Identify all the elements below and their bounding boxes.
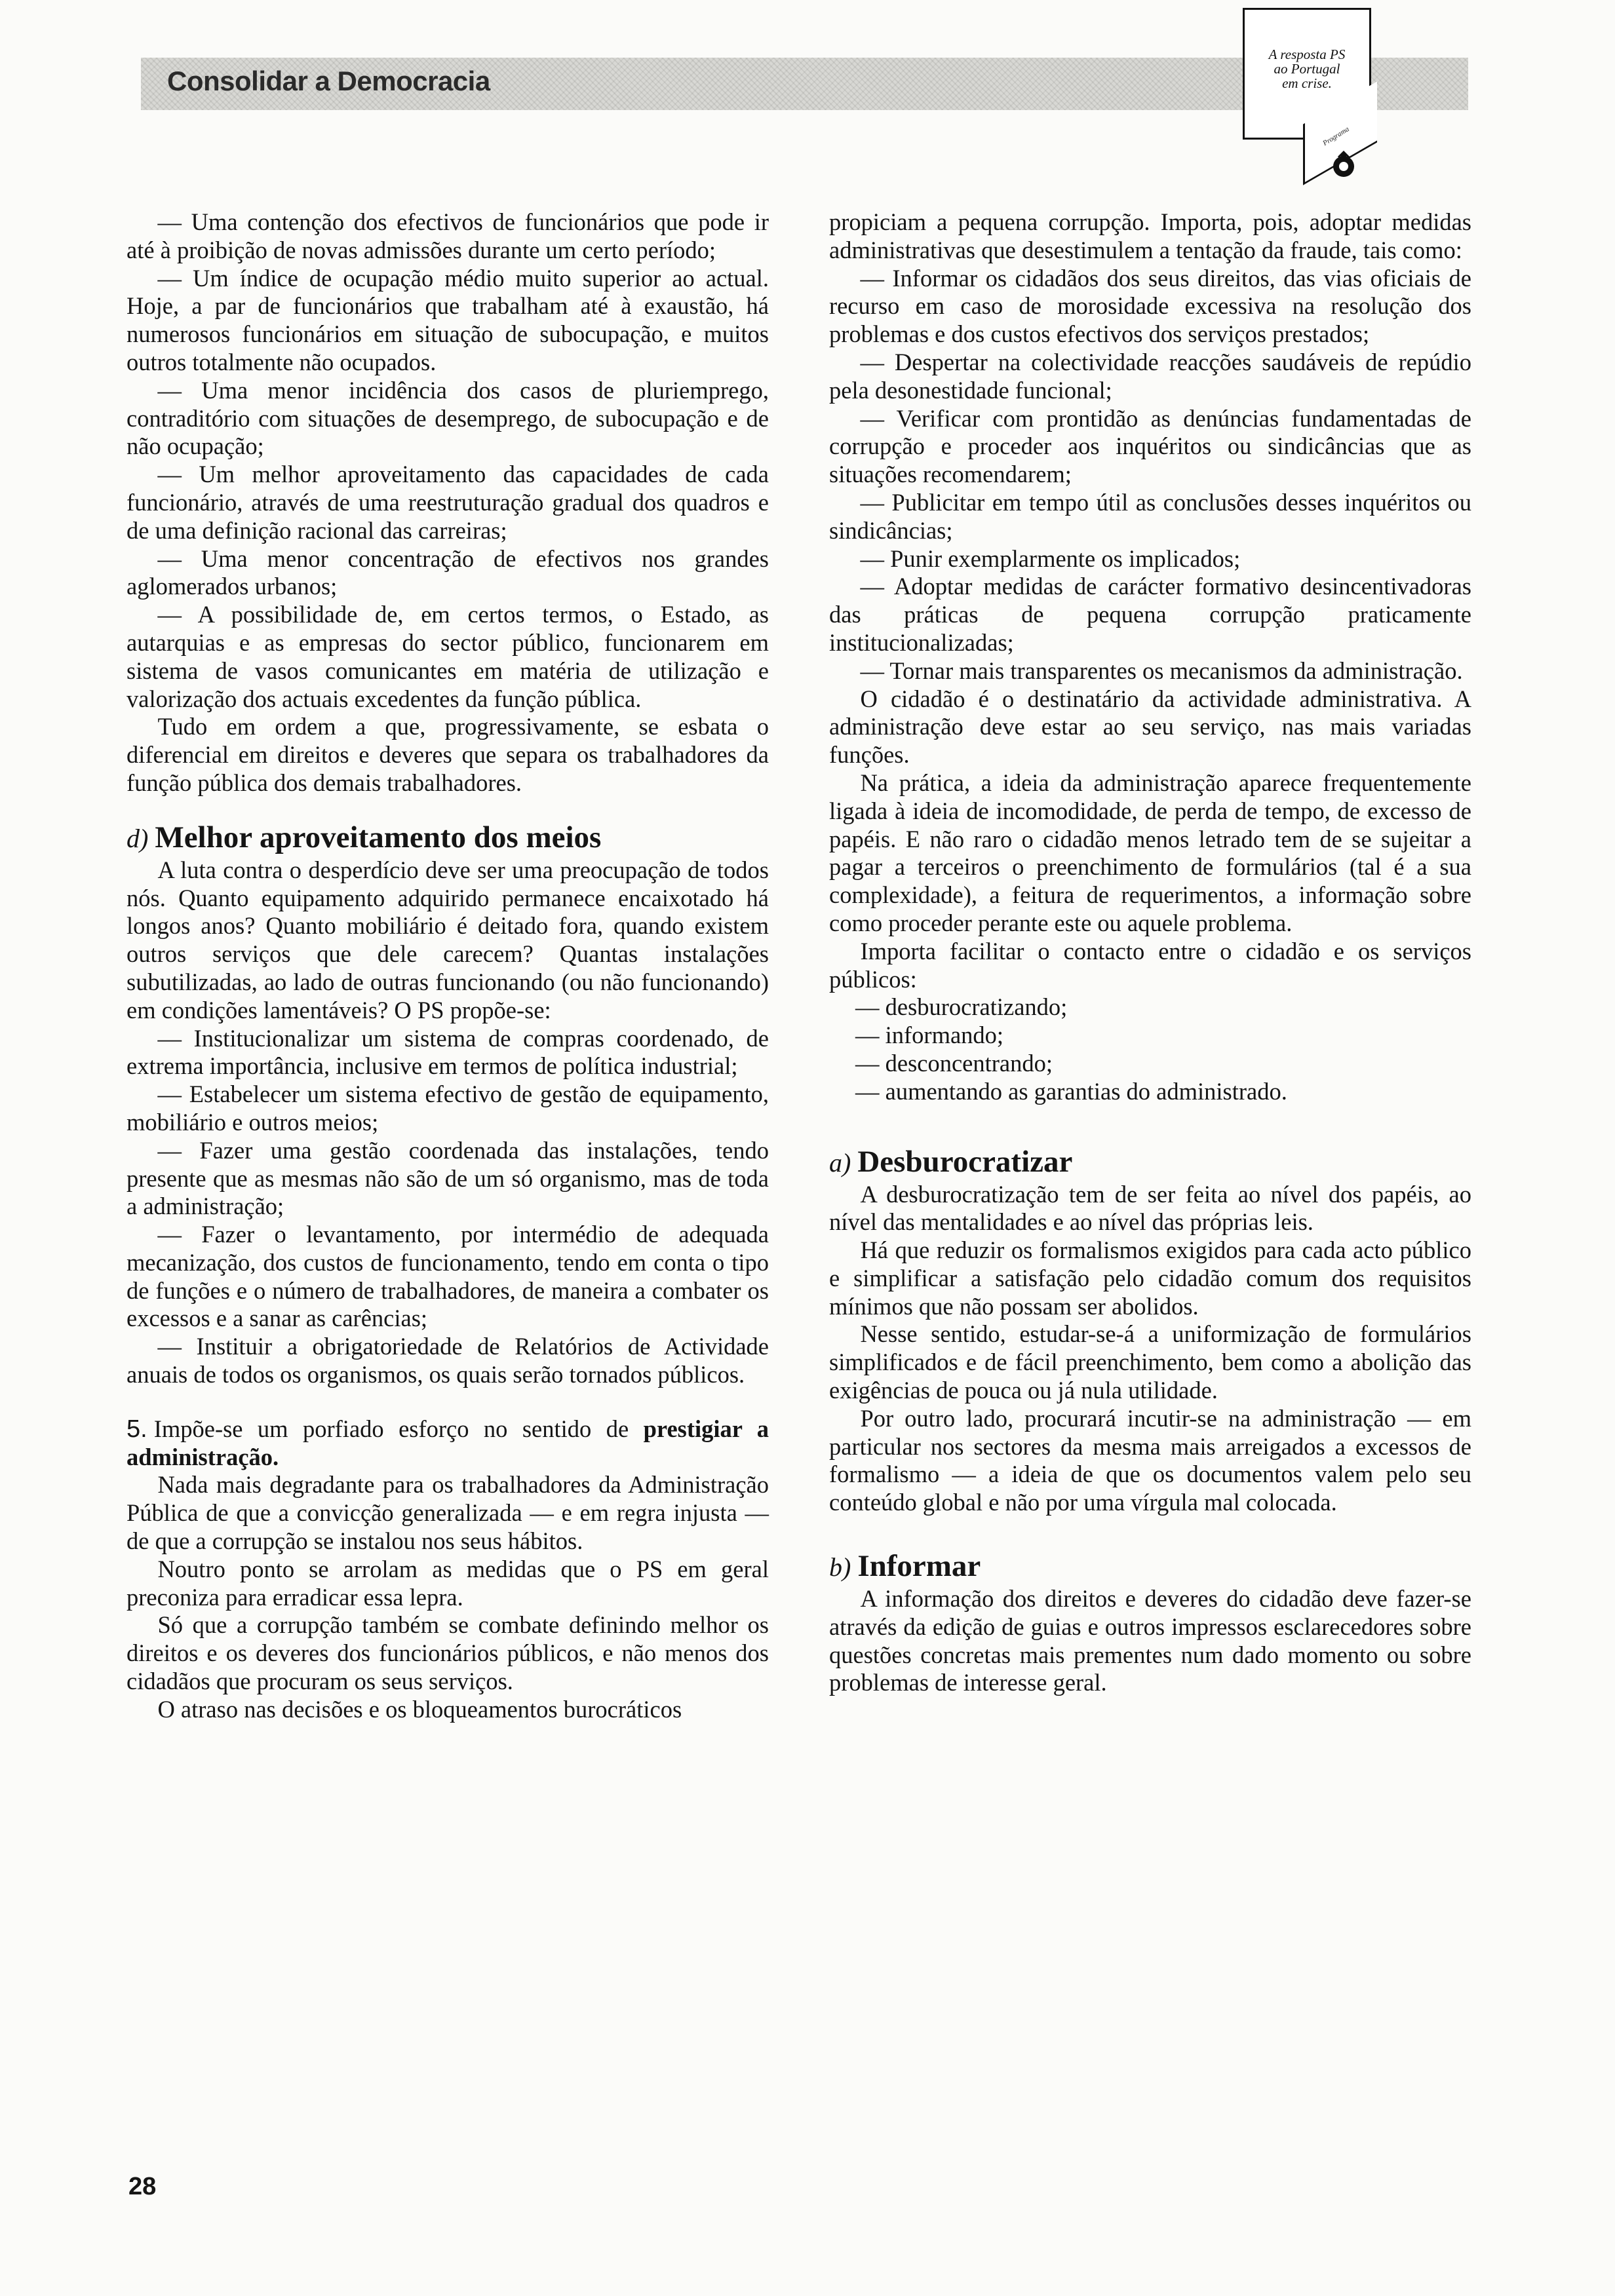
paragraph: Só que a corrupção também se combate definindo melhor os direitos e os deveres dos funcionários públicos, e não menos dos cidadãos que procuram os seus serviços. [126, 1611, 769, 1695]
paragraph: — Punir exemplarmente os implicados; [860, 545, 1241, 572]
paragraph: A informação dos direitos e deveres do cidadão deve fazer-se através da edição de guias e outros impressos esclarecedores sobre questões concretas mais prementes num dado momento ou sobre problemas de interesse geral. [829, 1585, 1471, 1696]
action-list [829, 993, 1471, 1105]
section-heading-a [829, 1145, 1471, 1179]
section-5-text: Impõe-se um porfiado esforço no sentido de [153, 1415, 629, 1442]
paragraph: — Fazer uma gestão coordenada das instalações, tendo presente que as mesmas não são de um só organismo, mas de toda a administração; [126, 1136, 769, 1220]
paragraph: — Publicitar em tempo útil as conclusões desses inquéritos ou sindicâncias; [829, 488, 1471, 544]
paragraph: — Despertar na colectividade reacções saudáveis de repúdio pela desonestidade funcional; [829, 348, 1471, 404]
paragraph: — Um índice de ocupação médio muito superior ao actual. Hoje, a par de funcionários que trabalham até à exaustão, há numerosos funcionários em situação de subocupação, e muitos outros totalmente não ocupados. [126, 264, 769, 375]
paragraph: Há que reduzir os formalismos exigidos para cada acto público e simplificar a satisfação pelo cidadão comum dos requisitos mínimos que não possam ser abolidos. [829, 1236, 1471, 1320]
emblem-line-3: em crise. [1282, 75, 1332, 91]
emblem-line-2: ao Portugal [1274, 61, 1340, 77]
list-item: — aumentando as garantias do administrado. [855, 1077, 1287, 1105]
section-heading-b [829, 1550, 1471, 1584]
right-column [829, 208, 1471, 1697]
emblem-line-1: A resposta PS [1268, 47, 1346, 62]
heading-letter: b) [829, 1552, 851, 1582]
paragraph: — Instituir a obrigatoriedade de Relatórios de Actividade anuais de todos os organismos, os quais serão tornados públicos. [126, 1333, 769, 1388]
paragraph: A luta contra o desperdício deve ser uma preocupação de todos nós. Quanto equipamento adquirido permanece encaixotado há longos anos? Quanto mobiliário é deitado fora, quando existem outros serviços que dele carecem? Quantas instalações subutilizadas, ao lado de outras funcionando (ou não funcionando) em condições lamentáveis? O PS propõe-se: [126, 856, 769, 1024]
page-number: 28 [128, 2173, 157, 2200]
paragraph: — Institucionalizar um sistema de compras coordenado, de extrema importância, inclusive em termos de política industrial; [126, 1024, 769, 1080]
paragraph: — Uma menor concentração de efectivos nos grandes aglomerados urbanos; [126, 545, 769, 600]
paragraph: — Uma menor incidência dos casos de pluriemprego, contraditório com situações de desemprego, de subocupação e de não ocupação; [126, 376, 769, 460]
section-number: 5. [126, 1415, 147, 1443]
paragraph: — Tornar mais transparentes os mecanismos da administração. [860, 657, 1463, 684]
heading-letter: a) [829, 1147, 851, 1177]
list-item: — desburocratizando; [855, 993, 1068, 1021]
ps-emblem [1237, 8, 1375, 175]
paragraph: — Fazer o levantamento, por intermédio de adequada mecanização, dos custos de funcionamento, tendo em conta o tipo de funções e o número de trabalhadores, de maneira a combater os excessos e a sanar as carências; [126, 1221, 769, 1332]
paragraph: — A possibilidade de, em certos termos, o Estado, as autarquias e as empresas do sector público, funcionarem em sistema de vasos comunicantes em matéria de utilização e valorização dos actuais excedentes da função pública. [126, 601, 769, 712]
running-header-title: Consolidar a Democracia [167, 66, 490, 96]
emblem-note: Programa [1321, 125, 1351, 147]
list-item: — informando; [855, 1022, 1004, 1049]
heading-title: Desburocratizar [857, 1144, 1073, 1179]
heading-title: Informar [857, 1549, 981, 1584]
section-5-intro [126, 1415, 769, 1472]
paragraph: Por outro lado, procurará incutir-se na administração — em particular nos sectores da mesma mais arreigados a excessos de formalismo — a ideia de que os documentos valem pelo seu conteúdo global e não por uma vírgula mal colocada. [829, 1404, 1471, 1516]
paragraph: O cidadão é o destinatário da actividade administrativa. A administração deve estar ao seu serviço, nas mais variadas funções. [829, 685, 1471, 769]
paragraph: Nada mais degradante para os trabalhadores da Administração Pública de que a convicção generalizada — e em regra injusta — de que a corrupção se instalou nos seus hábitos. [126, 1471, 769, 1555]
paragraph: Nesse sentido, estudar-se-á a uniformização de formulários simplificados e de fácil preenchimento, bem como a abolição das exigências de pouca ou já nula utilidade. [829, 1320, 1471, 1404]
ps-fist-rose-icon [1329, 151, 1358, 180]
list-item: — desconcentrando; [855, 1049, 1053, 1077]
section-heading-d [126, 821, 769, 855]
paragraph: Na prática, a ideia da administração aparece frequentemente ligada à ideia de incomodidade, de perda de tempo, de excesso de papéis. E não raro o cidadão menos letrado tem de se sujeitar a pagar a terceiros o preenchimento de formulários (tal é a sua complexidade), a feitura de requerimentos, a informação sobre como proceder perante este ou aquele problema. [829, 769, 1471, 936]
paragraph: propiciam a pequena corrupção. Importa, pois, adoptar medidas administrativas que desestimulem a tentação da fraude, tais como: [829, 208, 1471, 263]
paragraph: — Um melhor aproveitamento das capacidades de cada funcionário, através de uma reestruturação gradual dos quadros e de uma definição racional das carreiras; [126, 461, 769, 544]
paragraph: — Uma contenção dos efectivos de funcionários que pode ir até à proibição de novas admissões durante um certo período; [126, 208, 769, 263]
paragraph: — Verificar com prontidão as denúncias fundamentadas de corrupção e proceder aos inquéritos ou sindicâncias que as situações recomendarem; [829, 404, 1471, 488]
paragraph: Tudo em ordem a que, progressivamente, se esbata o diferencial em direitos e deveres que separa os trabalhadores da função pública dos demais trabalhadores. [126, 713, 769, 796]
paragraph: — Estabelecer um sistema efectivo de gestão de equipamento, mobiliário e outros meios; [126, 1081, 769, 1136]
paragraph: Noutro ponto se arrolam as medidas que o PS em geral preconiza para erradicar essa lepra. [126, 1555, 769, 1611]
paragraph: Importa facilitar o contacto entre o cidadão e os serviços públicos: [829, 937, 1471, 993]
heading-title: Melhor aproveitamento dos meios [155, 820, 602, 854]
paragraph: A desburocratização tem de ser feita ao nível dos papéis, ao nível das mentalidades e ao nível das próprias leis. [829, 1180, 1471, 1236]
section-5-emphasis: prestigiar a administração. [126, 1415, 769, 1470]
paragraph: O atraso nas decisões e os bloqueamentos burocráticos [157, 1695, 682, 1723]
left-column [126, 208, 769, 1724]
heading-letter: d) [126, 823, 149, 853]
paragraph: — Informar os cidadãos dos seus direitos, das vias oficiais de recurso em caso de morosidade excessiva na resolução dos problemas e dos custos efectivos dos serviços prestados; [829, 264, 1471, 348]
paragraph: — Adoptar medidas de carácter formativo desincentivadoras das práticas de pequena corrupção praticamente institucionalizadas; [829, 573, 1471, 656]
